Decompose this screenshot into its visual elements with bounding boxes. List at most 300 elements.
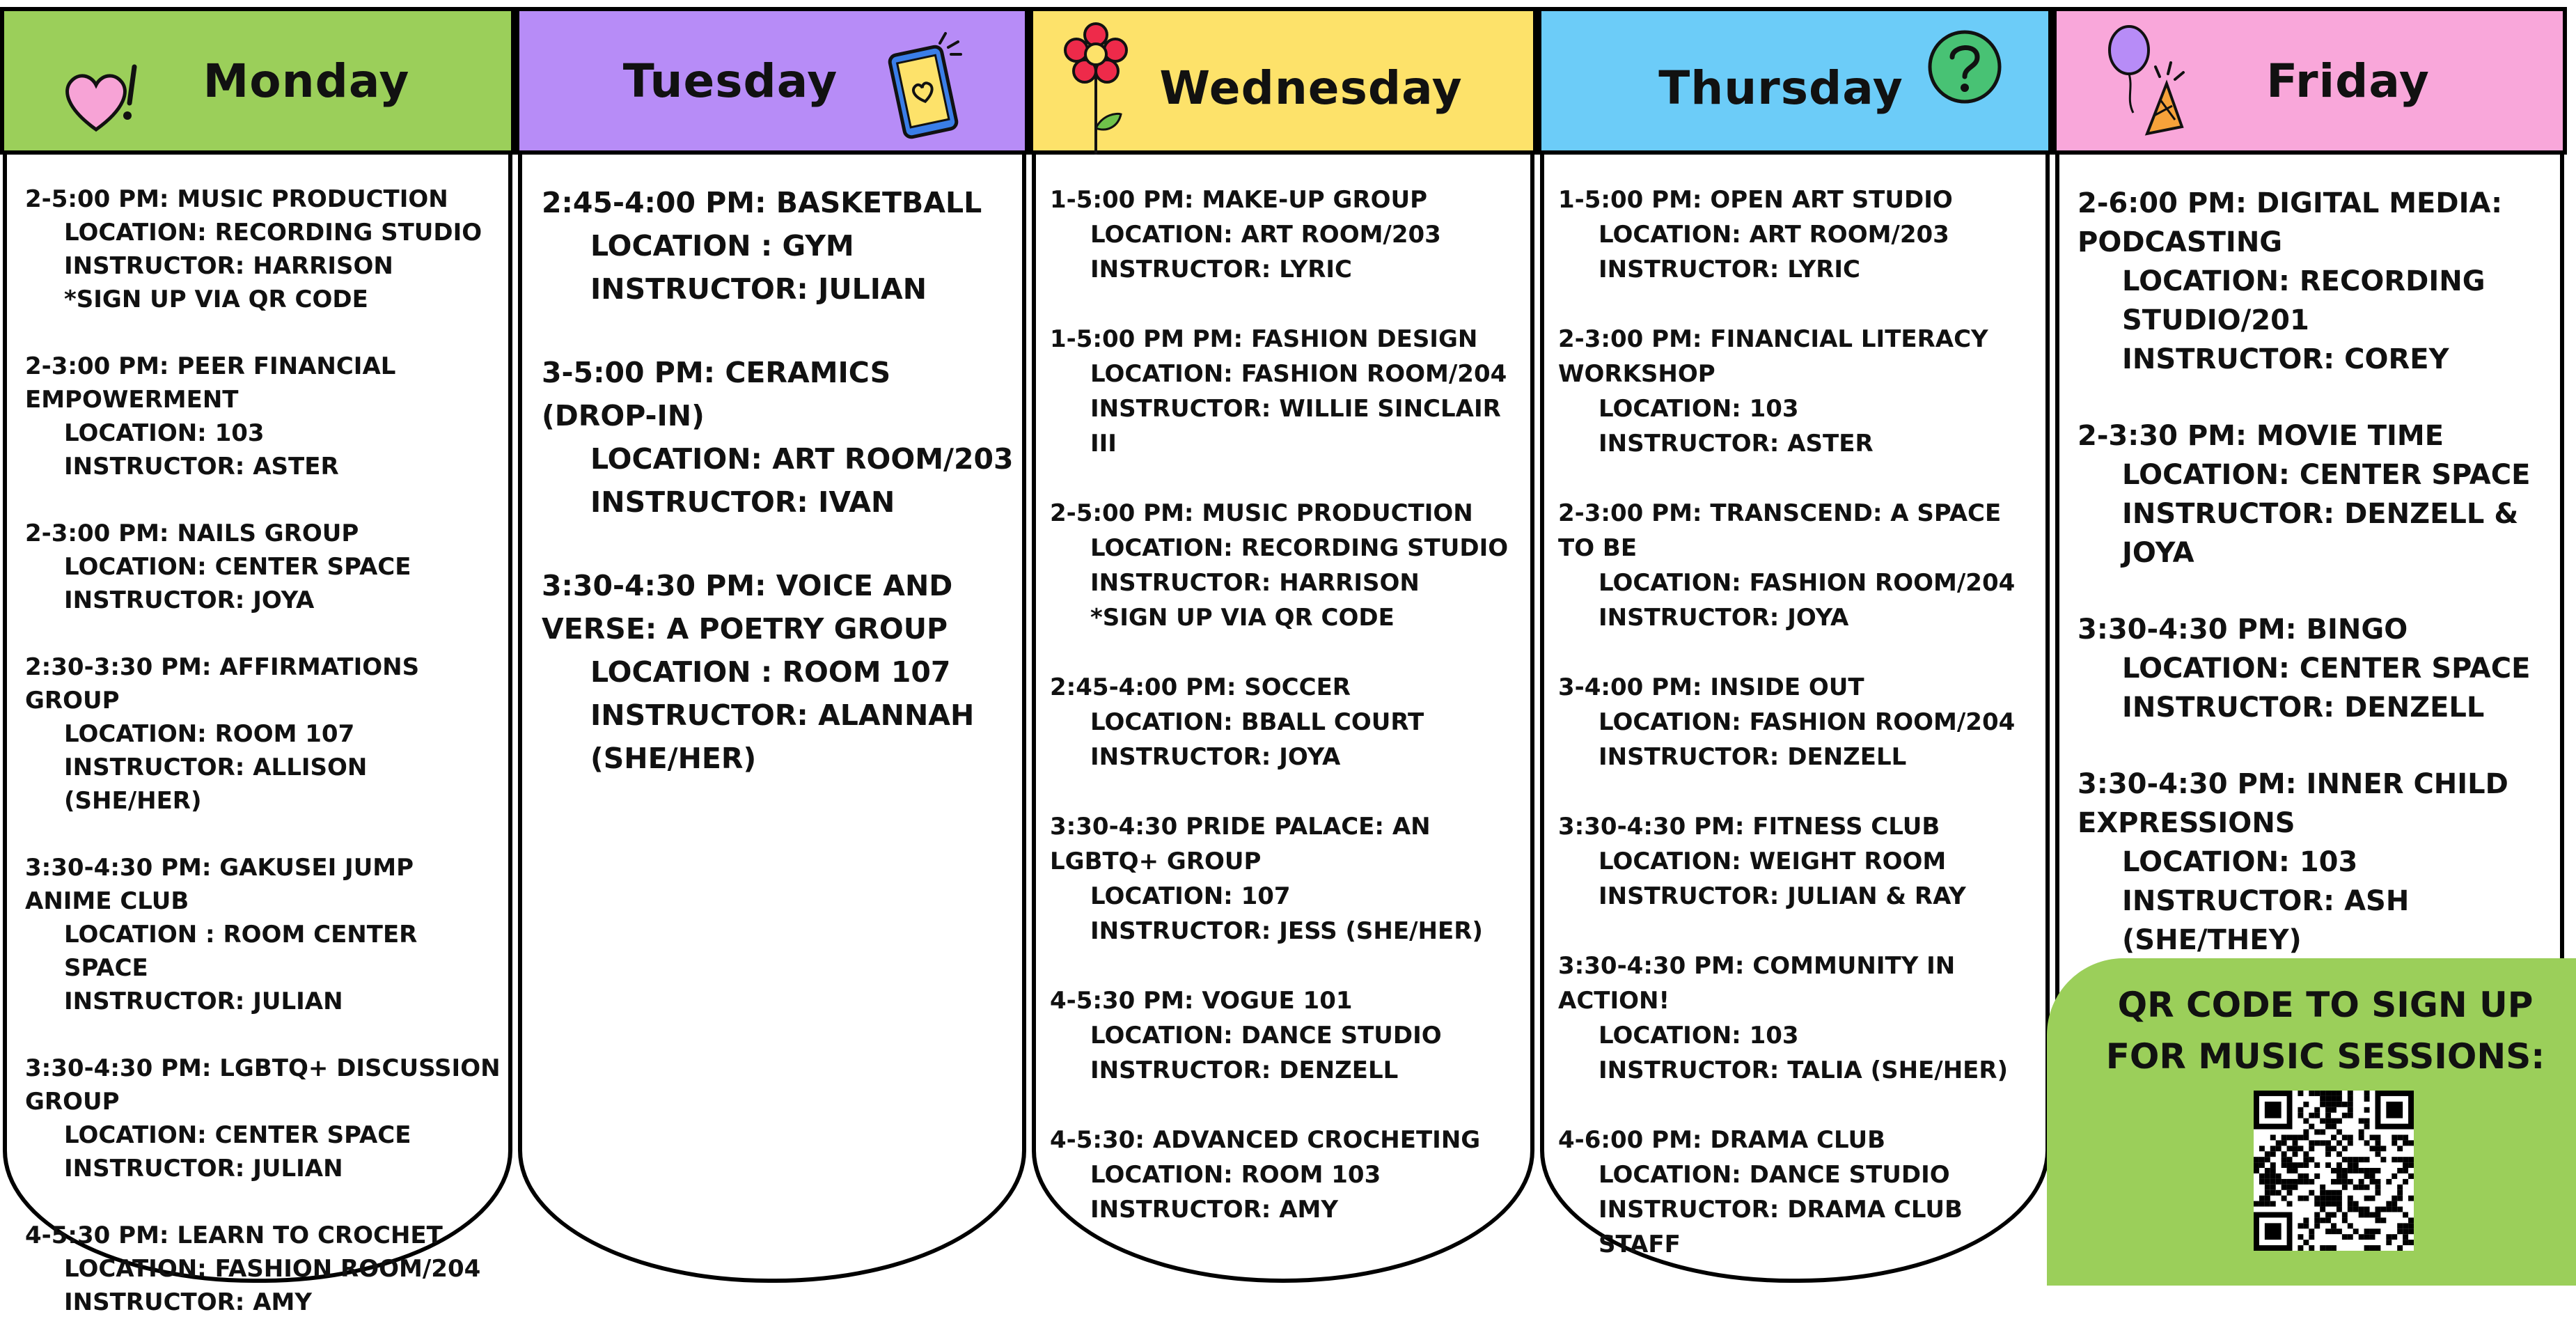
qr-module (2337, 1096, 2342, 1102)
wednesday-card (1032, 155, 1534, 1283)
qr-module (2270, 1190, 2276, 1196)
qr-module (2303, 1240, 2309, 1245)
qr-module (2364, 1140, 2370, 1146)
qr-module (2403, 1223, 2408, 1228)
event-time-title: 3:30-4:30 PM: VOICE AND VERSE: A POETRY GROUP (542, 569, 953, 646)
qr-module (2375, 1146, 2380, 1151)
qr-module (2303, 1130, 2309, 1135)
event-item (1050, 496, 1523, 635)
qr-module (2287, 1162, 2293, 1168)
monday-header (0, 7, 515, 155)
qr-module (2359, 1179, 2364, 1185)
qr-module (2364, 1091, 2370, 1096)
monday-column (0, 0, 515, 1316)
qr-module (2303, 1102, 2309, 1107)
event-time-title: 1-5:00 PM: OPEN ART STUDIO (1558, 186, 1953, 214)
qr-module (2408, 1196, 2414, 1201)
event-detail: LOCATION: FASHION ROOM/204 (1090, 360, 1507, 388)
qr-module (2309, 1146, 2314, 1151)
thursday-events (1544, 155, 2045, 1262)
event-time-title: 3-5:00 PM: CERAMICS (DROP-IN) (542, 356, 891, 432)
thursday-card (1540, 155, 2050, 1283)
qr-module (2359, 1185, 2364, 1190)
tuesday-card (518, 155, 1026, 1283)
event-time-title: 2-5:00 PM: MUSIC PRODUCTION (25, 185, 448, 213)
qr-module (2265, 1185, 2270, 1190)
qr-module (2397, 1223, 2403, 1228)
event-item (542, 564, 1015, 780)
qr-module (2265, 1201, 2270, 1207)
event-item (2078, 416, 2553, 572)
event-detail: INSTRUCTOR: DENZELL (1090, 1056, 1399, 1084)
qr-module (2408, 1173, 2414, 1179)
qr-module (2325, 1190, 2331, 1196)
qr-module (2342, 1173, 2348, 1179)
qr-module (2359, 1207, 2364, 1212)
event-detail: LOCATION: FASHION ROOM/204 (64, 1255, 481, 1283)
qr-module (2342, 1234, 2348, 1240)
qr-module (2375, 1228, 2380, 1234)
qr-module (2320, 1130, 2325, 1135)
qr-module (2392, 1157, 2397, 1162)
qr-module (2314, 1107, 2320, 1113)
qr-module (2342, 1179, 2348, 1185)
qr-module (2353, 1157, 2359, 1162)
qr-module (2314, 1173, 2320, 1179)
qr-module (2282, 1162, 2287, 1168)
qr-module (2386, 1179, 2392, 1185)
qr-module (2265, 1168, 2270, 1173)
qr-module (2359, 1234, 2364, 1240)
qr-module (2380, 1207, 2386, 1212)
qr-module (2303, 1157, 2309, 1162)
qr-module (2320, 1140, 2325, 1146)
qr-module (2325, 1102, 2331, 1107)
qr-module (2337, 1140, 2342, 1146)
event-detail: LOCATION: 103 (2122, 846, 2358, 878)
qr-module (2287, 1190, 2293, 1196)
qr-module (2254, 1201, 2259, 1207)
qr-module (2370, 1179, 2375, 1185)
qr-module (2303, 1162, 2309, 1168)
event-item (2078, 610, 2553, 727)
event-detail: LOCATION: CENTER SPACE (64, 1121, 411, 1149)
event-item (542, 351, 1015, 524)
qr-module (2270, 1134, 2276, 1140)
event-detail: INSTRUCTOR: JOYA (64, 586, 315, 614)
qr-module (2293, 1151, 2298, 1157)
event-detail: LOCATION: RECORDING STUDIO (64, 219, 482, 247)
qr-module (2276, 1140, 2282, 1146)
event-time-title: 4-6:00 PM: DRAMA CLUB (1558, 1126, 1885, 1154)
wednesday-column (1029, 0, 1537, 1279)
qr-finder (2386, 1102, 2403, 1118)
event-detail: LOCATION: 103 (64, 419, 265, 447)
qr-module (2397, 1228, 2403, 1234)
event-detail: INSTRUCTOR: ASTER (1599, 430, 1874, 458)
qr-module (2331, 1201, 2337, 1207)
event-time-title: 1-5:00 PM PM: FASHION DESIGN (1050, 325, 1478, 353)
event-detail: LOCATION: ART ROOM/203 (590, 442, 1014, 476)
qr-module (2325, 1146, 2331, 1151)
qr-module (2270, 1201, 2276, 1207)
qr-module (2303, 1223, 2309, 1228)
monday-card (3, 155, 512, 1316)
monday-events (7, 155, 508, 1319)
event-item (1050, 182, 1523, 287)
qr-module (2282, 1157, 2287, 1162)
event-time-title: 4-5:30 PM: LEARN TO CROCHET (25, 1222, 443, 1249)
qr-module (2259, 1201, 2265, 1207)
qr-title: QR CODE TO SIGN UP FOR MUSIC SESSIONS: (2105, 985, 2545, 1077)
qr-module (2320, 1201, 2325, 1207)
qr-module (2375, 1179, 2380, 1185)
event-detail: LOCATION: CENTER SPACE (2122, 653, 2531, 685)
qr-module (2342, 1102, 2348, 1107)
event-detail: LOCATION: WEIGHT ROOM (1599, 848, 1947, 875)
friday-header (2052, 7, 2567, 155)
qr-module (2375, 1190, 2380, 1196)
event-detail: LOCATION: DANCE STUDIO (1599, 1161, 1950, 1189)
qr-module (2331, 1168, 2337, 1173)
qr-module (2320, 1102, 2325, 1107)
qr-module (2265, 1151, 2270, 1157)
qr-module (2254, 1157, 2259, 1162)
qr-module (2408, 1217, 2414, 1223)
event-detail: LOCATION: FASHION ROOM/204 (1599, 569, 2016, 597)
qr-module (2282, 1134, 2287, 1140)
qr-module (2337, 1190, 2342, 1196)
qr-module (2364, 1124, 2370, 1130)
event-item (1558, 949, 2039, 1088)
qr-module (2386, 1240, 2392, 1245)
qr-module (2320, 1207, 2325, 1212)
event-time-title: 2:30-3:30 PM: AFFIRMATIONS GROUP (25, 653, 420, 715)
qr-module (2303, 1134, 2309, 1140)
qr-module (2397, 1168, 2403, 1173)
qr-module (2303, 1179, 2309, 1185)
qr-module (2370, 1234, 2375, 1240)
qr-module (2320, 1096, 2325, 1102)
qr-module (2364, 1196, 2370, 1201)
event-item (1050, 322, 1523, 461)
qr-module (2314, 1091, 2320, 1096)
qr-module (2270, 1162, 2276, 1168)
qr-module (2348, 1096, 2353, 1102)
qr-module (2337, 1207, 2342, 1212)
tuesday-column (515, 0, 1029, 1279)
qr-module (2325, 1228, 2331, 1234)
qr-module (2282, 1196, 2287, 1201)
qr-module (2309, 1157, 2314, 1162)
qr-module (2392, 1173, 2397, 1179)
event-time-title: 2-3:30 PM: MOVIE TIME (2078, 420, 2444, 452)
qr-module (2403, 1179, 2408, 1185)
qr-module (2331, 1134, 2337, 1140)
event-detail: INSTRUCTOR: DRAMA CLUB STAFF (1599, 1196, 1963, 1258)
qr-module (2309, 1179, 2314, 1185)
event-detail: LOCATION: BBALL COURT (1090, 708, 1424, 736)
event-detail: INSTRUCTOR: ALLISON (SHE/HER) (64, 754, 368, 815)
tuesday-events (522, 155, 1022, 780)
qr-module (2342, 1185, 2348, 1190)
wednesday-title: Wednesday (1159, 61, 1463, 115)
qr-module (2348, 1179, 2353, 1185)
event-detail: INSTRUCTOR: WILLIE SINCLAIR III (1090, 395, 1501, 458)
qr-module (2403, 1234, 2408, 1240)
event-time-title: 2-3:00 PM: PEER FINANCIAL EMPOWERMENT (25, 352, 396, 414)
tuesday-header (515, 7, 1029, 155)
qr-code-image[interactable] (2254, 1091, 2414, 1251)
event-time-title: 2-3:00 PM: FINANCIAL LITERACY WORKSHOP (1558, 325, 1988, 388)
qr-module (2337, 1102, 2342, 1107)
qr-module (2337, 1173, 2342, 1179)
qr-module (2331, 1102, 2337, 1107)
event-item (25, 1219, 501, 1319)
event-item (1558, 322, 2039, 461)
qr-module (2348, 1201, 2353, 1207)
qr-module (2309, 1234, 2314, 1240)
qr-module (2314, 1223, 2320, 1228)
qr-module (2314, 1196, 2320, 1201)
qr-module (2397, 1196, 2403, 1201)
event-detail: INSTRUCTOR: ASH (SHE/THEY) (2122, 885, 2410, 956)
qr-module (2276, 1190, 2282, 1196)
event-detail: LOCATION: ROOM 107 (64, 720, 355, 748)
qr-module (2403, 1240, 2408, 1245)
qr-module (2348, 1140, 2353, 1146)
qr-module (2380, 1157, 2386, 1162)
qr-module (2309, 1124, 2314, 1130)
qr-module (2320, 1091, 2325, 1096)
qr-module (2293, 1179, 2298, 1185)
qr-module (2325, 1091, 2331, 1096)
qr-module (2348, 1196, 2353, 1201)
qr-module (2403, 1212, 2408, 1217)
qr-module (2397, 1190, 2403, 1196)
qr-module (2325, 1162, 2331, 1168)
event-time-title: 2:45-4:00 PM: BASKETBALL (542, 186, 982, 219)
event-detail: INSTRUCTOR: ALANNAH (SHE/HER) (590, 698, 975, 775)
qr-module (2348, 1113, 2353, 1118)
event-detail: INSTRUCTOR: HARRISON (64, 252, 393, 280)
event-time-title: 4-5:30 PM: VOGUE 101 (1050, 987, 1353, 1015)
qr-module (2348, 1162, 2353, 1168)
heart-exclamation-icon (60, 60, 150, 140)
qr-module (2359, 1118, 2364, 1124)
qr-module (2397, 1146, 2403, 1151)
event-detail: LOCATION : ROOM 107 (590, 655, 951, 689)
qr-module (2259, 1146, 2265, 1151)
qr-module (2370, 1134, 2375, 1140)
qr-module (2337, 1179, 2342, 1185)
qr-module (2359, 1157, 2364, 1162)
qr-module (2337, 1091, 2342, 1096)
qr-module (2298, 1196, 2303, 1201)
event-detail: *SIGN UP VIA QR CODE (64, 286, 368, 313)
qr-module (2314, 1201, 2320, 1207)
qr-module (2337, 1228, 2342, 1234)
qr-module (2375, 1207, 2380, 1212)
qr-module (2348, 1223, 2353, 1228)
qr-module (2293, 1162, 2298, 1168)
qr-module (2320, 1185, 2325, 1190)
qr-module (2298, 1162, 2303, 1168)
qr-signup-panel (2047, 958, 2576, 1286)
event-detail: LOCATION: CENTER SPACE (64, 553, 411, 581)
qr-module (2331, 1107, 2337, 1113)
qr-module (2331, 1118, 2337, 1124)
qr-module (2303, 1118, 2309, 1124)
qr-module (2342, 1113, 2348, 1118)
event-detail: INSTRUCTOR: JULIAN & RAY (1599, 882, 1966, 910)
event-detail: LOCATION : ROOM CENTER SPACE (64, 921, 418, 982)
qr-module (2320, 1118, 2325, 1124)
qr-module (2320, 1196, 2325, 1201)
qr-module (2265, 1179, 2270, 1185)
qr-module (2320, 1245, 2325, 1251)
qr-module (2364, 1245, 2370, 1251)
qr-module (2298, 1245, 2303, 1251)
thursday-title: Thursday (1658, 61, 1903, 115)
qr-module (2364, 1157, 2370, 1162)
event-item (25, 182, 501, 316)
qr-module (2259, 1173, 2265, 1179)
qr-module (2331, 1245, 2337, 1251)
qr-module (2403, 1157, 2408, 1162)
event-detail: INSTRUCTOR: DENZELL (1599, 743, 1907, 771)
qr-module (2303, 1196, 2309, 1201)
qr-module (2265, 1173, 2270, 1179)
event-time-title: 3:30-4:30 PM: LGBTQ+ DISCUSSION GROUP (25, 1054, 501, 1116)
qr-module (2353, 1185, 2359, 1190)
qr-module (2370, 1228, 2375, 1234)
qr-module (2337, 1201, 2342, 1207)
qr-module (2370, 1168, 2375, 1173)
event-detail: *SIGN UP VIA QR CODE (1090, 604, 1395, 632)
qr-module (2282, 1151, 2287, 1157)
qr-module (2364, 1185, 2370, 1190)
event-time-title: 3:30-4:30 PM: FITNESS CLUB (1558, 813, 1940, 841)
qr-module (2348, 1102, 2353, 1107)
qr-module (2364, 1096, 2370, 1102)
event-item (1050, 983, 1523, 1088)
qr-module (2331, 1196, 2337, 1201)
event-item (1050, 809, 1523, 949)
qr-module (2359, 1212, 2364, 1217)
qr-module (2375, 1217, 2380, 1223)
qr-module (2303, 1173, 2309, 1179)
qr-module (2364, 1118, 2370, 1124)
event-item (1558, 670, 2039, 774)
qr-module (2320, 1190, 2325, 1196)
qr-module (2265, 1196, 2270, 1201)
qr-module (2320, 1217, 2325, 1223)
qr-module (2325, 1096, 2331, 1102)
event-detail: LOCATION: RECORDING STUDIO (1090, 534, 1509, 562)
qr-module (2331, 1190, 2337, 1196)
qr-module (2353, 1228, 2359, 1234)
event-time-title: 1-5:00 PM: MAKE-UP GROUP (1050, 186, 1428, 214)
qr-module (2303, 1151, 2309, 1157)
qr-module (2287, 1168, 2293, 1173)
event-item (1558, 1123, 2039, 1262)
qr-module (2325, 1212, 2331, 1217)
party-balloon-icon (2105, 22, 2189, 144)
qr-module (2331, 1223, 2337, 1228)
event-detail: LOCATION: 103 (1599, 1022, 1799, 1049)
qr-module (2298, 1173, 2303, 1179)
wednesday-events (1036, 155, 1530, 1227)
qr-module (2364, 1212, 2370, 1217)
qr-module (2314, 1217, 2320, 1223)
qr-module (2265, 1157, 2270, 1162)
qr-module (2408, 1228, 2414, 1234)
qr-module (2331, 1228, 2337, 1234)
qr-module (2364, 1234, 2370, 1240)
qr-module (2403, 1140, 2408, 1146)
qr-module (2298, 1234, 2303, 1240)
qr-module (2276, 1146, 2282, 1151)
qr-module (2375, 1168, 2380, 1173)
qr-module (2259, 1196, 2265, 1201)
qr-module (2353, 1207, 2359, 1212)
qr-module (2293, 1146, 2298, 1151)
qr-module (2403, 1228, 2408, 1234)
qr-module (2386, 1207, 2392, 1212)
qr-module (2293, 1168, 2298, 1173)
qr-module (2392, 1207, 2397, 1212)
friday-title: Friday (2266, 54, 2430, 108)
qr-module (2309, 1228, 2314, 1234)
qr-module (2309, 1113, 2314, 1118)
event-item (542, 181, 1015, 311)
event-detail: INSTRUCTOR: LYRIC (1090, 256, 1353, 283)
qr-module (2380, 1146, 2386, 1151)
qr-module (2397, 1207, 2403, 1212)
qr-module (2298, 1179, 2303, 1185)
question-mark-icon (1926, 28, 2004, 109)
qr-module (2353, 1201, 2359, 1207)
event-detail: LOCATION: 103 (1599, 395, 1799, 423)
qr-module (2337, 1196, 2342, 1201)
qr-module (2331, 1096, 2337, 1102)
event-time-title: 2-3:00 PM: NAILS GROUP (25, 520, 359, 547)
event-detail: LOCATION: DANCE STUDIO (1090, 1022, 1442, 1049)
event-detail: INSTRUCTOR: JULIAN (590, 272, 927, 306)
event-detail: INSTRUCTOR: IVAN (590, 485, 895, 519)
flower-icon (1061, 24, 1131, 159)
qr-module (2342, 1146, 2348, 1151)
qr-module (2392, 1140, 2397, 1146)
qr-module (2325, 1124, 2331, 1130)
qr-module (2337, 1118, 2342, 1124)
event-detail: LOCATION: ART ROOM/203 (1090, 221, 1441, 249)
qr-module (2325, 1151, 2331, 1157)
qr-module (2270, 1185, 2276, 1190)
qr-module (2403, 1134, 2408, 1140)
qr-finder (2265, 1102, 2282, 1118)
qr-module (2397, 1245, 2403, 1251)
qr-module (2397, 1185, 2403, 1190)
event-detail: INSTRUCTOR: COREY (2122, 343, 2449, 375)
event-item (25, 517, 501, 617)
qr-module (2359, 1134, 2364, 1140)
qr-module (2325, 1107, 2331, 1113)
event-detail: LOCATION: FASHION ROOM/204 (1599, 708, 2016, 736)
qr-module (2348, 1157, 2353, 1162)
event-detail: INSTRUCTOR: JULIAN (64, 988, 343, 1015)
